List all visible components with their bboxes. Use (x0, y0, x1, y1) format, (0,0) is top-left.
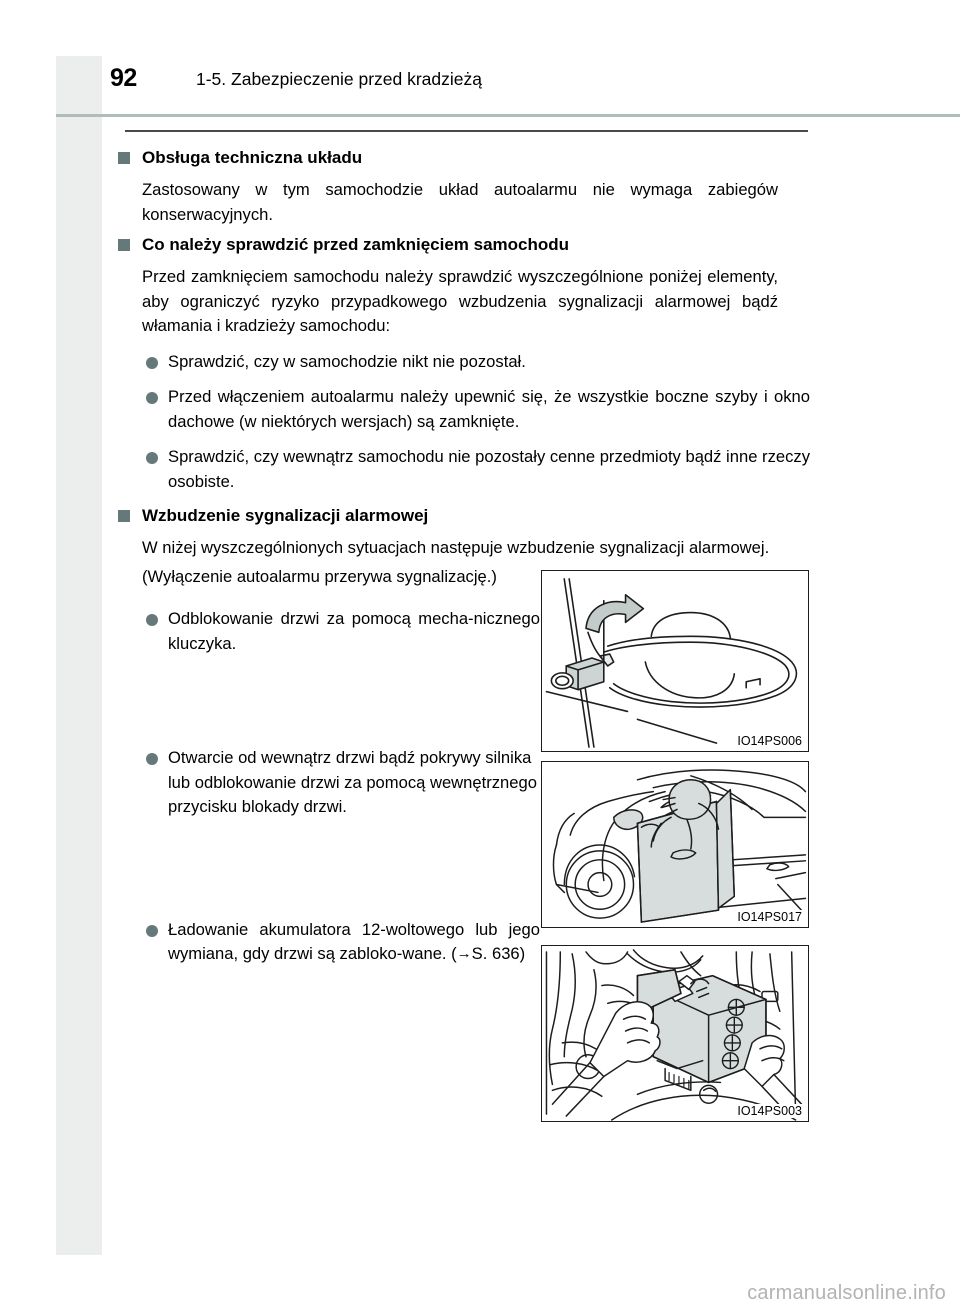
list-item-label: Sprawdzić, czy wewnątrz samochodu nie pozostały cenne przedmioty bądź inne rzeczy osobiste. (168, 447, 810, 491)
section-paragraph-wzbudzenie-1: W niżej wyszczególnionych sytuacjach następuje wzbudzenie sygnalizacji alarmowej. (142, 538, 770, 557)
square-bullet-icon (118, 152, 130, 164)
page-header (110, 64, 850, 106)
section-paragraph-obsluga: Zastosowany w tym samochodzie układ autoalarmu nie wymaga zabiegów konserwacyjnych. (142, 180, 778, 224)
header-divider (56, 114, 960, 117)
list-item (110, 445, 810, 494)
site-watermark: carmanualsonline.info (747, 1282, 946, 1304)
rotation-arrow-icon (586, 595, 643, 633)
page-side-band (56, 56, 102, 1255)
list-item-text-before-ref: Ładowanie akumulatora 12-woltowego lub jego wymiana, gdy drzwi są zabloko-wane. ( (168, 919, 540, 963)
list-item-label: Sprawdzić, czy w samochodzie nikt nie pozostał. (168, 351, 526, 371)
door-handle-key-unlock-illustration (542, 571, 808, 751)
round-bullet-icon (146, 452, 158, 464)
section-heading-obsluga (110, 146, 810, 170)
round-bullet-icon (146, 392, 158, 404)
list-item (110, 385, 810, 434)
square-bullet-icon (118, 510, 130, 522)
list-item-figure-3 (110, 918, 540, 967)
list-item-label: Odblokowanie drzwi za pomocą mecha-nicznego kluczyka. (168, 609, 540, 653)
round-bullet-icon (146, 357, 158, 369)
battery-engine-bay-illustration (542, 946, 808, 1121)
section-heading-co-nalezy (110, 233, 810, 257)
figure-label: IO14PS006 (737, 734, 802, 748)
arrow-right-icon: → (456, 945, 472, 962)
section-paragraph-wzbudzenie-2: (Wyłączenie autoalarmu przerywa sygnalizację.) (142, 566, 497, 586)
square-bullet-icon (118, 239, 130, 251)
list-item-label: Przed włączeniem autoalarmu należy upewnić się, że wszystkie boczne szyby i okno dachowe (w niektórych wersjach) są zamknięte. (168, 387, 810, 431)
section-heading-label: Obsługa techniczna układu (142, 148, 363, 167)
figure-battery-engine-bay (541, 945, 809, 1122)
section-heading-wzbudzenie (110, 504, 810, 528)
round-bullet-icon (146, 614, 158, 626)
figure-door-handle-key-unlock (541, 570, 809, 752)
car-open-door-illustration (542, 762, 808, 927)
list-item-figure-1 (110, 607, 540, 656)
section-paragraph-co-nalezy: Przed zamknięciem samochodu należy sprawdzić wyszczególnione poniżej elementy, aby ograniczyć ryzyko przypadkowego wzbudzenia sygnalizacji alarmowej bądź włamania i kradzieży samochodu: (142, 267, 778, 335)
round-bullet-icon (146, 925, 158, 937)
list-item-label: Otwarcie od wewnątrz drzwi bądź pokrywy silnika lub odblokowanie drzwi za pomocą wewnętrznego przycisku blokady drzwi. (168, 748, 537, 816)
page-title: 1-5. Zabezpieczenie przed kradzieżą (196, 69, 482, 89)
list-item (110, 350, 810, 375)
section-heading-label: Wzbudzenie sygnalizacji alarmowej (142, 506, 429, 525)
page-reference: S. 636 (471, 944, 520, 963)
list-item-figure-2 (110, 746, 540, 820)
page-number: 92 (110, 64, 137, 92)
list-item-text-after-ref: ) (519, 944, 526, 963)
section-heading-label: Co należy sprawdzić przed zamknięciem samochodu (142, 235, 570, 254)
figure-label: IO14PS003 (737, 1104, 802, 1118)
content-top-divider (125, 130, 808, 132)
list-item-label (168, 920, 540, 964)
figure-label: IO14PS017 (737, 910, 802, 924)
round-bullet-icon (146, 753, 158, 765)
figure-car-open-door (541, 761, 809, 928)
